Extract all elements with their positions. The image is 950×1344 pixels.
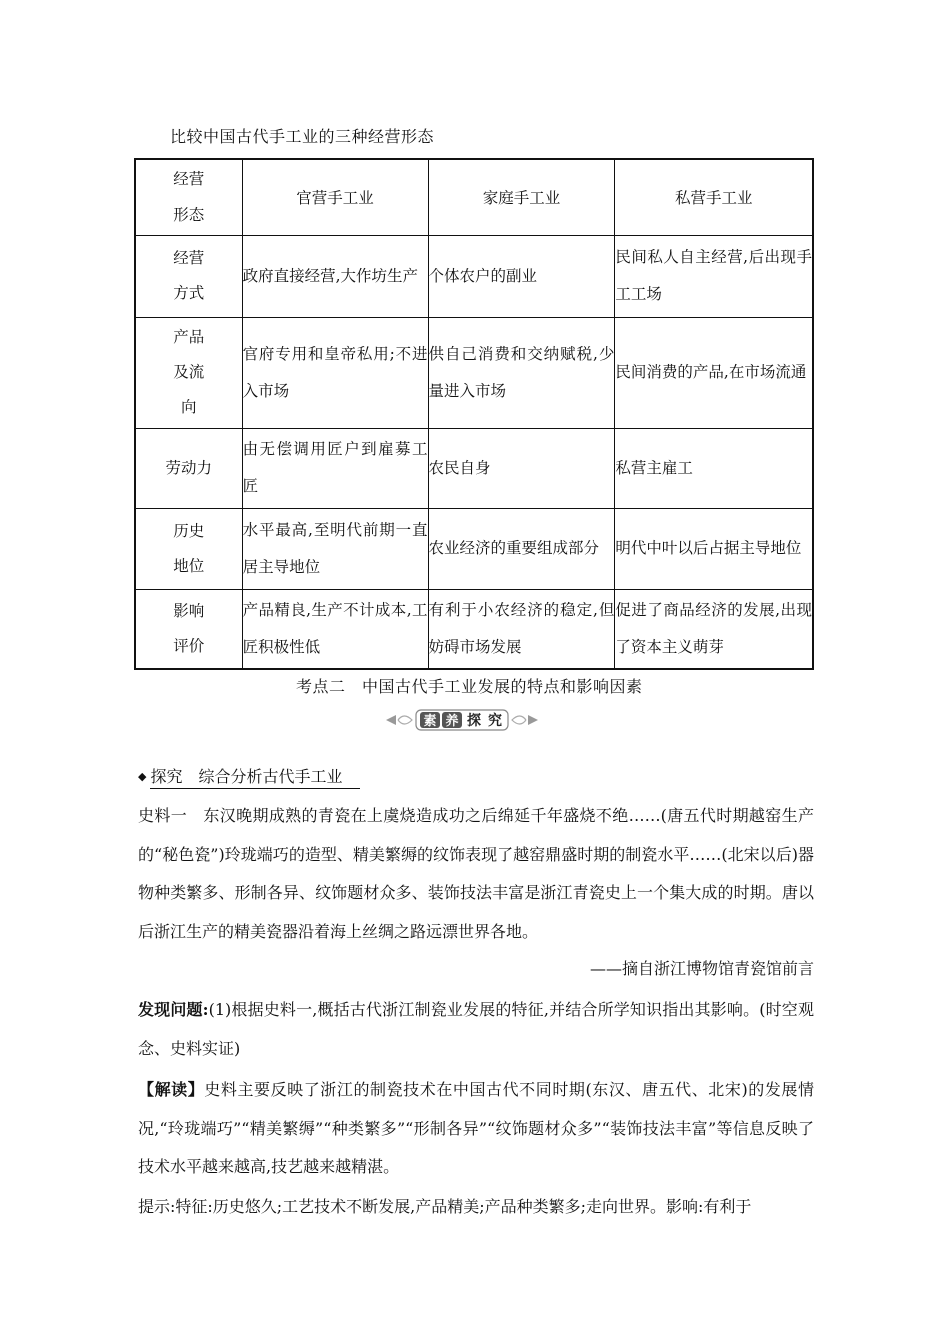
suyang-tanjiu-banner	[382, 705, 542, 735]
table-row	[135, 235, 813, 317]
diamond-icon: ◆	[138, 770, 147, 783]
table-cell: 农业经济的重要组成部分	[428, 508, 615, 589]
hint-paragraph: 提示:特征:历史悠久;工艺技术不断发展,产品精美;产品种类繁多;走向世界。影响:有利于	[138, 1197, 752, 1216]
table-cell: 个体农户的副业	[428, 235, 615, 317]
explore-title: 探究 综合分析古代手工业	[150, 764, 360, 789]
table-cell: 政府直接经营,大作坊生产	[242, 235, 428, 317]
table-cell: 民间消费的产品,在市场流通	[615, 317, 813, 428]
table-row	[135, 428, 813, 508]
banner-char: 素	[423, 714, 437, 729]
table-row	[135, 589, 813, 669]
table-cell: 有利于小农经济的稳定,但妨碍市场发展	[428, 589, 615, 669]
table-cell: 私营主雇工	[615, 428, 813, 508]
banner-char: 究	[488, 713, 502, 729]
question-label: 发现问题:	[138, 1000, 209, 1019]
row-label: 历史 地位	[135, 508, 242, 589]
table-row	[135, 508, 813, 589]
header-cell: 官营手工业	[242, 159, 428, 235]
table-cell: 由无偿调用匠户到雇募工匠	[242, 428, 428, 508]
row-label: 劳动力	[135, 428, 242, 508]
header-cell: 经营 形态	[135, 159, 242, 235]
question-paragraph	[138, 991, 814, 1068]
table-cell: 供自己消费和交纳赋税,少量进入市场	[428, 317, 615, 428]
reading-label: 【解读】	[138, 1080, 205, 1099]
row-label: 产品 及流 向	[135, 317, 242, 428]
section-heading: 考点二 中国古代手工业发展的特点和影响因素	[296, 677, 643, 696]
question-text: (1)根据史料一,概括古代浙江制瓷业发展的特征,并结合所学知识指出其影响。(时空观念、史料实证)	[138, 1000, 814, 1058]
table-caption: 比较中国古代手工业的三种经营形态	[170, 127, 435, 146]
table-cell: 产品精良,生产不计成本,工匠积极性低	[242, 589, 428, 669]
table-cell: 官府专用和皇帝私用;不进入市场	[242, 317, 428, 428]
banner-char: 探	[467, 713, 481, 729]
table-cell: 民间私人自主经营,后出现手工工场	[615, 235, 813, 317]
table-cell: 促进了商品经济的发展,出现了资本主义萌芽	[615, 589, 813, 669]
reading-paragraph	[138, 1071, 814, 1187]
header-cell: 家庭手工业	[428, 159, 615, 235]
table-cell: 明代中叶以后占据主导地位	[615, 508, 813, 589]
row-label: 影响 评价	[135, 589, 242, 669]
table-cell: 水平最高,至明代前期一直居主导地位	[242, 508, 428, 589]
reading-text: 史料主要反映了浙江的制瓷技术在中国古代不同时期(东汉、唐五代、北宋)的发展情况,“玲珑端巧”“精美繁缛”“种类繁多”“形制各异”“纹饰题材众多”“装饰技法丰富”等信息反映了技术水平越来越高,技艺越来越精湛。	[138, 1080, 814, 1176]
table-row	[135, 317, 813, 428]
comparison-table	[134, 158, 814, 670]
header-cell: 私营手工业	[615, 159, 813, 235]
table-header-row	[135, 159, 813, 235]
material-source: ——摘自浙江博物馆青瓷馆前言	[589, 959, 814, 978]
historical-material: 史料一 东汉晚期成熟的青瓷在上虞烧造成功之后绵延千年盛烧不绝……(唐五代时期越窑生产的“秘色瓷”)玲珑端巧的造型、精美繁缛的纹饰表现了越窑鼎盛时期的制瓷水平……(北宋以后)器物种类繁多、形制各异、纹饰题材众多、装饰技法丰富是浙江青瓷史上一个集大成的时期。唐以后浙江生产的精美瓷器沿着海上丝绸之路远漂世界各地。	[138, 806, 814, 941]
row-label: 经营 方式	[135, 235, 242, 317]
banner-char: 养	[445, 714, 459, 729]
table-cell: 农民自身	[428, 428, 615, 508]
explore-heading	[138, 764, 360, 789]
